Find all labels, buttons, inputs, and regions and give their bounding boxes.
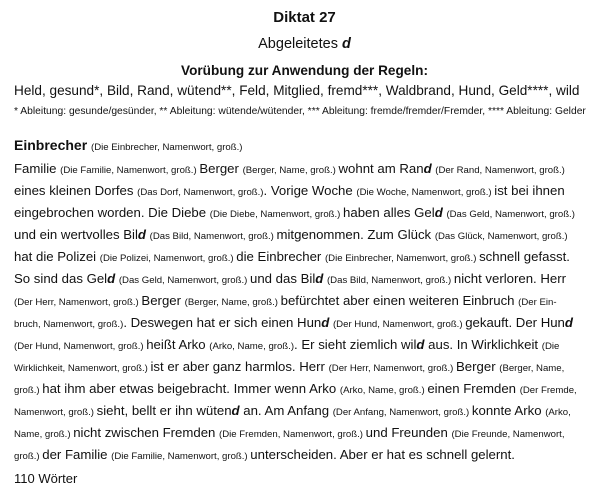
story-text-segment: ist bei ihnen [494,183,565,198]
story-text-segment: gekauft. Der Hun [465,315,565,330]
exercise-footnote: * Ableitung: gesunde/gesünder, ** Ableitung: wütende/wütender, *** Ableitung: fremde/fremder/Fremder, **** Ableitung: Gelder [14,106,586,117]
grammar-note: (Die Freunde, Namenwort, [451,429,565,440]
story-line [14,423,595,445]
grammar-note: (Die Woche, Namenwort, groß.) [356,187,495,198]
story-text-segment: nicht zwischen Fremden [73,425,220,440]
grammar-note: (Das Dorf, Namenwort, groß.) [137,187,264,198]
story-text-segment: eingebrochen worden. Die Diebe [14,205,210,220]
grammar-note: groß.) [14,385,43,396]
grammar-note: (Das Geld, Namenwort, groß.) [118,275,250,286]
grammar-note: (Das Bild, Namenwort, groß.) [326,275,454,286]
subtitle-letter: d [341,36,351,52]
grammar-note: (Der Rand, Namenwort, groß.) [435,165,565,176]
story-headword: Einbrecher [14,137,88,153]
highlighted-letter: d [564,315,573,330]
grammar-note: (Das Geld, Namenwort, groß.) [446,209,575,220]
story-text-segment: nicht verloren. Herr [453,271,567,286]
story-text-segment: befürchtet aber einen weiteren Einbruch [280,293,519,308]
story-text-segment: haben alles Gel [343,205,435,220]
story-line [14,159,595,181]
story-text-segment: ist er aber ganz harmlos. Herr [150,359,329,374]
grammar-note: (Arko, Name, groß.) [339,385,428,396]
grammar-note: (Die Familie, Namenwort, groß.) [60,165,200,176]
story-text-segment: So sind das Gel [14,271,108,286]
story-text-segment: Familie [14,161,61,176]
grammar-note: (Die Diebe, Namenwort, groß.) [209,209,344,220]
highlighted-letter: d [321,315,330,330]
story-text-segment: hat ihm aber etwas beigebracht. Immer wenn Arko [42,381,340,396]
grammar-note: Namenwort, groß.) [14,407,97,418]
grammar-note: (Die Familie, Namenwort, groß.) [111,451,251,462]
story-text-segment: und das Bil [250,271,316,286]
story-text-segment: unterscheiden. Aber er hat es schnell gelernt. [250,447,515,462]
grammar-note: (Berger, Name, groß.) [242,165,339,176]
story-text-segment: . Deswegen hat er sich einen Hun [123,315,322,330]
story-line [14,335,595,357]
story-text-segment: und Freunden [365,425,452,440]
grammar-note: (Die [541,341,560,352]
highlighted-letter: d [137,227,146,242]
highlighted-letter: d [416,337,425,352]
subtitle-text: Abgeleitetes [258,36,342,52]
grammar-note: Wirklichkeit, Namenwort, groß.) [14,363,151,374]
highlighted-letter: d [423,161,432,176]
story-text-segment: sieht, bellt er ihn wüten [96,403,232,418]
page-title: Diktat 27 [273,9,336,26]
story-text-segment: Berger [456,359,500,374]
story-text-segment: hat die Polizei [14,249,100,264]
story-headword-note: (Die Einbrecher, Namenwort, groß.) [91,142,243,153]
story-text-segment: eines kleinen Dorfes [14,183,138,198]
story-text-segment: Berger [199,161,243,176]
grammar-note: (Der Fremde, [519,385,577,396]
highlighted-letter: d [315,271,324,286]
story-line [14,313,595,335]
grammar-note: (Das Bild, Namenwort, groß.) [149,231,277,242]
grammar-note: (Die Polizei, Namenwort, groß.) [99,253,237,264]
story-text-segment: an. Am Anfang [239,403,333,418]
story-text-segment: die Einbrecher [236,249,325,264]
grammar-note: (Der Anfang, Namenwort, groß.) [332,407,472,418]
story-line [14,379,595,401]
grammar-note: (Berger, Name, groß.) [184,297,281,308]
word-count: 110 Wörter [14,471,78,486]
exercise-heading: Vorübung zur Anwendung der Regeln: [181,63,428,78]
exercise-word-list: Held, gesund*, Bild, Rand, wütend**, Feld, Mitglied, fremd***, Waldbrand, Hund, Geld****, wild [14,83,580,98]
story-text-segment: konnte Arko [471,403,546,418]
story-text-segment: . Vorige Woche [263,183,357,198]
story-text-segment: schnell gefasst. [479,249,570,264]
grammar-note: (Der Herr, Namenwort, groß.) [328,363,456,374]
story-text-segment: mitgenommen. Zum Glück [276,227,435,242]
grammar-note: (Arko, [545,407,571,418]
grammar-note: groß.) [14,451,43,462]
grammar-note: (Die Fremden, Namenwort, groß.) [219,429,366,440]
story-text-segment: . Er sieht ziemlich wil [294,337,417,352]
story-line [14,269,595,291]
page-subtitle [14,35,595,53]
story-line [14,445,595,467]
story-text-segment: heißt Arko [146,337,210,352]
grammar-note: Name, groß.) [14,429,74,440]
story-title [14,136,595,157]
story-line [14,401,595,423]
grammar-note: (Der Hund, Namenwort, groß.) [332,319,466,330]
highlighted-letter: d [434,205,443,220]
highlighted-letter: d [231,403,240,418]
story-text-segment: aus. In Wirklichkeit [424,337,542,352]
story-text-segment: Berger [141,293,185,308]
grammar-note: (Berger, Name, [499,363,565,374]
story-line [14,181,595,203]
grammar-note: (Der Hund, Namenwort, groß.) [14,341,147,352]
story-text-segment: wohnt am Ran [338,161,424,176]
story-line [14,247,595,269]
grammar-note: (Der Herr, Namenwort, groß.) [14,297,142,308]
story-line [14,203,595,225]
story-text-segment: einen Fremden [427,381,520,396]
highlighted-letter: d [107,271,116,286]
grammar-note: bruch, Namenwort, groß.) [14,319,124,330]
story-text-segment: und ein wertvolles Bil [14,227,138,242]
story-line [14,225,595,247]
story-text [14,159,595,467]
grammar-note: (Das Glück, Namenwort, groß.) [434,231,568,242]
story-text-segment: der Familie [42,447,112,462]
grammar-note: (Der Ein- [518,297,557,308]
grammar-note: (Die Einbrecher, Namenwort, groß.) [324,253,480,264]
story-line [14,357,595,379]
grammar-note: (Arko, Name, groß.) [209,341,295,352]
story-line [14,291,595,313]
